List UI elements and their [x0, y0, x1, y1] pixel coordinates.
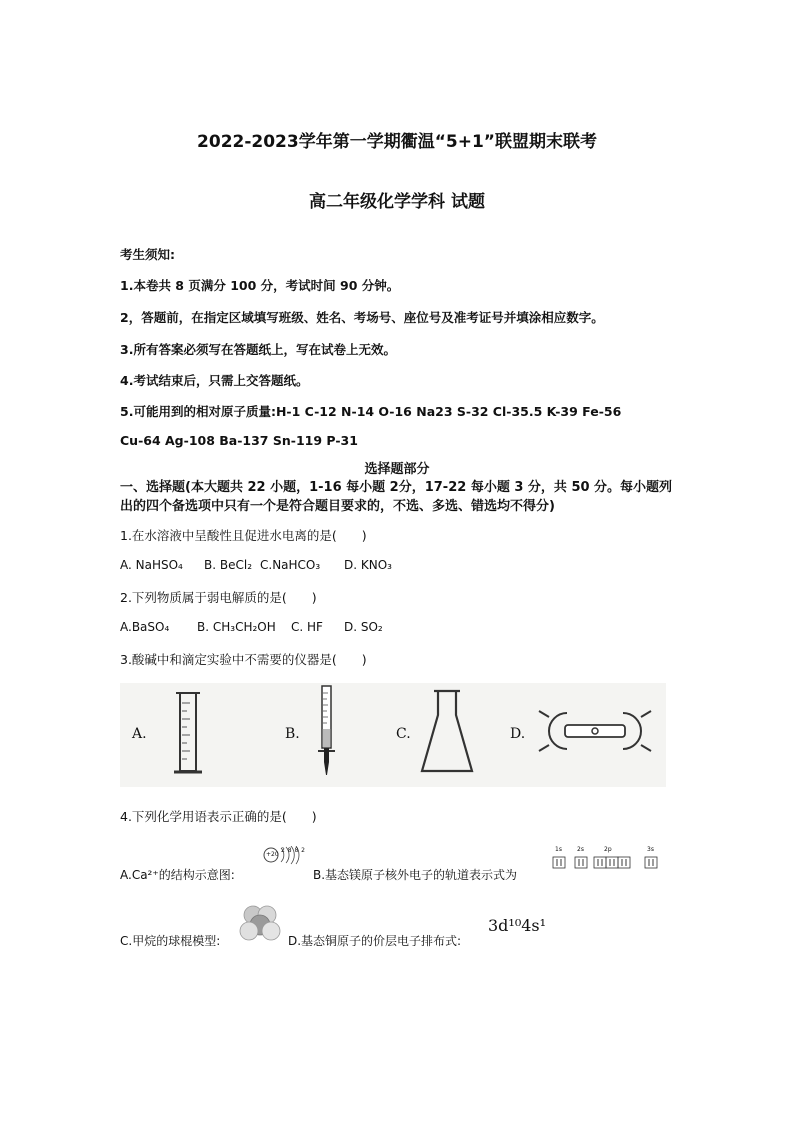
q4-option-a: A.Ca²⁺的结构示意图:	[120, 868, 235, 882]
notice-item-3: 3.所有答案必须写在答题纸上，写在试卷上无效。	[120, 342, 396, 357]
ca-shell-electrons: 2 8 8 2	[281, 847, 306, 854]
ca-nucleus-label: +20	[266, 851, 279, 858]
exam-subtitle: 高二年级化学学科 试题	[309, 192, 485, 212]
orbital-label-2p: 2p	[604, 846, 612, 853]
burette-icon	[315, 685, 339, 785]
q3-label-b: B.	[285, 726, 300, 742]
notice-item-6: Cu-64 Ag-108 Ba-137 Sn-119 P-31	[120, 433, 358, 448]
mg-orbital-diagram	[552, 846, 662, 872]
ca-ion-structure-diagram	[262, 846, 310, 874]
q1-option-a: A. NaHSO₄	[120, 558, 183, 572]
q4-option-b: B.基态镁原子核外电子的轨道表示式为	[313, 868, 518, 882]
methane-model-icon	[236, 904, 284, 944]
q4-option-d: D.基态铜原子的价层电子排布式:	[288, 934, 462, 948]
notice-item-5: 5.可能用到的相对原子质量:H-1 C-12 N-14 O-16 Na23 S-32 Cl-35.5 K-39 Fe-56	[120, 404, 622, 419]
q4-stem: 4.下列化学用语表示正确的是( )	[120, 809, 317, 824]
exam-title: 2022-2023学年第一学期衢温“5+1”联盟期末联考	[197, 132, 597, 152]
q4-option-c: C.甲烷的球棍模型:	[120, 934, 221, 948]
cu-electron-config: 3d¹⁰4s¹	[488, 916, 547, 935]
q3-stem: 3.酸碱中和滴定实验中不需要的仪器是( )	[120, 652, 367, 667]
q3-label-a: A.	[132, 726, 147, 742]
q2-option-b: B. CH₃CH₂OH	[197, 620, 276, 634]
q2-option-d: D. SO₂	[344, 620, 383, 634]
q1-option-c: C.NaHCO₃	[260, 558, 321, 572]
burette-clamp-icon	[535, 697, 655, 767]
notice-item-1: 1.本卷共 8 页满分 100 分，考试时间 90 分钟。	[120, 278, 400, 293]
orbital-boxes-icon	[552, 855, 662, 871]
section-description: 一、选择题(本大题共 22 小题，1-16 每小题 2分，17-22 每小题 3 分，共 50 分。每小题列出的四个备选项中只有一个是符合题目要求的，不选、多选、错选均不得分)	[120, 480, 673, 514]
q2-option-a: A.BaSO₄	[120, 620, 170, 634]
conical-flask-icon	[420, 689, 476, 775]
notice-item-2: 2，答题前，在指定区域填写班级、姓名、考场号、座位号及准考证号并填涂相应数字。	[120, 310, 604, 325]
q3-label-c: C.	[396, 726, 411, 742]
q1-option-d: D. KNO₃	[344, 558, 392, 572]
q2-stem: 2.下列物质属于弱电解质的是( )	[120, 590, 317, 605]
graduated-cylinder-icon	[170, 691, 210, 779]
q1-stem: 1.在水溶液中呈酸性且促进水电离的是( )	[120, 528, 367, 543]
orbital-label-3s: 3s	[647, 846, 654, 853]
notice-item-4: 4.考试结束后，只需上交答题纸。	[120, 373, 309, 388]
q3-label-d: D.	[510, 726, 526, 742]
orbital-label-2s: 2s	[577, 846, 584, 853]
q1-option-b: B. BeCl₂	[204, 558, 252, 572]
q2-option-c: C. HF	[291, 620, 323, 634]
section-title: 选择题部分	[364, 462, 430, 477]
orbital-label-1s: 1s	[555, 846, 562, 853]
q3-apparatus-figure	[120, 683, 666, 787]
notice-heading: 考生须知:	[120, 247, 175, 262]
